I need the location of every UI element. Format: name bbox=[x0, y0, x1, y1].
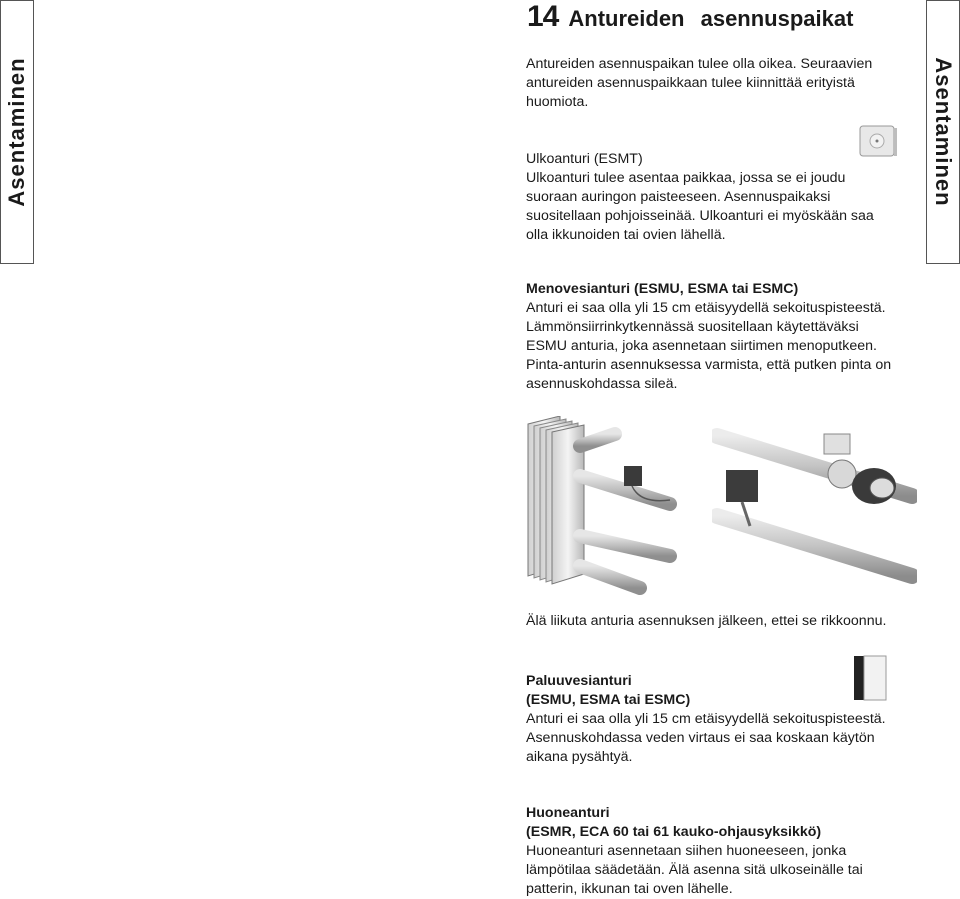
text-line: suositellaan pohjoisseinää. Ulkoanturi ei myöskään saa bbox=[526, 208, 874, 224]
text-line: patterin, ikkunan tai oven lähelle. bbox=[526, 881, 733, 897]
warning-text: Älä liikuta anturia asennuksen jälkeen, ettei se rikkoonnu. bbox=[526, 613, 887, 629]
side-tab-label: Asentaminen bbox=[4, 57, 29, 207]
text-line: suoraan auringon paisteeseen. Asennuspaikaksi bbox=[526, 189, 831, 205]
text-line: Antureiden asennuspaikan tulee olla oikea. Seuraavien bbox=[526, 56, 873, 72]
section-subheading: (ESMU, ESMA tai ESMC) bbox=[526, 692, 691, 708]
section-heading: Paluuvesianturi bbox=[526, 673, 632, 689]
return-sensor-icon bbox=[852, 654, 888, 707]
text-line: asennuskohdassa sileä. bbox=[526, 376, 678, 392]
text-line: Pinta-anturin asennuksessa varmista, että putken pinta on bbox=[526, 357, 892, 373]
text-line: Ulkoanturi tulee asentaa paikkaa, jossa se ei joudu bbox=[526, 170, 846, 186]
side-tab-label: Asentaminen bbox=[931, 57, 956, 207]
text-line: aikana pysähtyä. bbox=[526, 749, 633, 765]
text-line: Huoneanturi asennetaan siihen huoneeseen, jonka bbox=[526, 843, 847, 859]
text-line: lämpötilaa säädetään. Älä asenna sitä ulkoseinälle tai bbox=[526, 862, 863, 878]
outdoor-sensor-icon bbox=[858, 124, 898, 165]
text-line: Lämmönsiirrinkytkennässä suositellaan käytettäväksi bbox=[526, 319, 859, 335]
page-number: 14 bbox=[527, 0, 559, 33]
warning-note bbox=[526, 612, 926, 631]
page-title: Antureiden asennuspaikat bbox=[568, 6, 854, 31]
text-line: ESMU anturia, joka asennetaan siirtimen menoputkeen. bbox=[526, 338, 877, 354]
section-heading: Ulkoanturi (ESMT) bbox=[526, 151, 643, 167]
text-line: Anturi ei saa olla yli 15 cm etäisyydellä sekoituspisteestä. bbox=[526, 711, 886, 727]
room-sensor-section bbox=[526, 804, 916, 899]
text-line: Anturi ei saa olla yli 15 cm etäisyydellä sekoituspisteestä. bbox=[526, 300, 886, 316]
text-line: huomiota. bbox=[526, 94, 589, 110]
text-line: olla ikkunoiden tai ovien lähellä. bbox=[526, 227, 726, 243]
side-tab-left bbox=[0, 0, 34, 264]
text-line: antureiden asennuspaikkaan tulee kiinnittää erityistä bbox=[526, 75, 855, 91]
section-heading: Huoneanturi bbox=[526, 805, 610, 821]
mixing-loop-illustration bbox=[712, 416, 917, 611]
section-subheading: (ESMR, ECA 60 tai 61 kauko-ohjausyksikkö) bbox=[526, 824, 822, 840]
intro-paragraph bbox=[526, 55, 916, 112]
text-line: Asennuskohdassa veden virtaus ei saa koskaan käytön bbox=[526, 730, 875, 746]
side-tab-right bbox=[926, 0, 960, 264]
page-header bbox=[527, 0, 853, 34]
section-heading: Menovesianturi (ESMU, ESMA tai ESMC) bbox=[526, 281, 799, 297]
heat-exchanger-illustration bbox=[520, 416, 692, 611]
flow-sensor-section bbox=[526, 280, 926, 394]
